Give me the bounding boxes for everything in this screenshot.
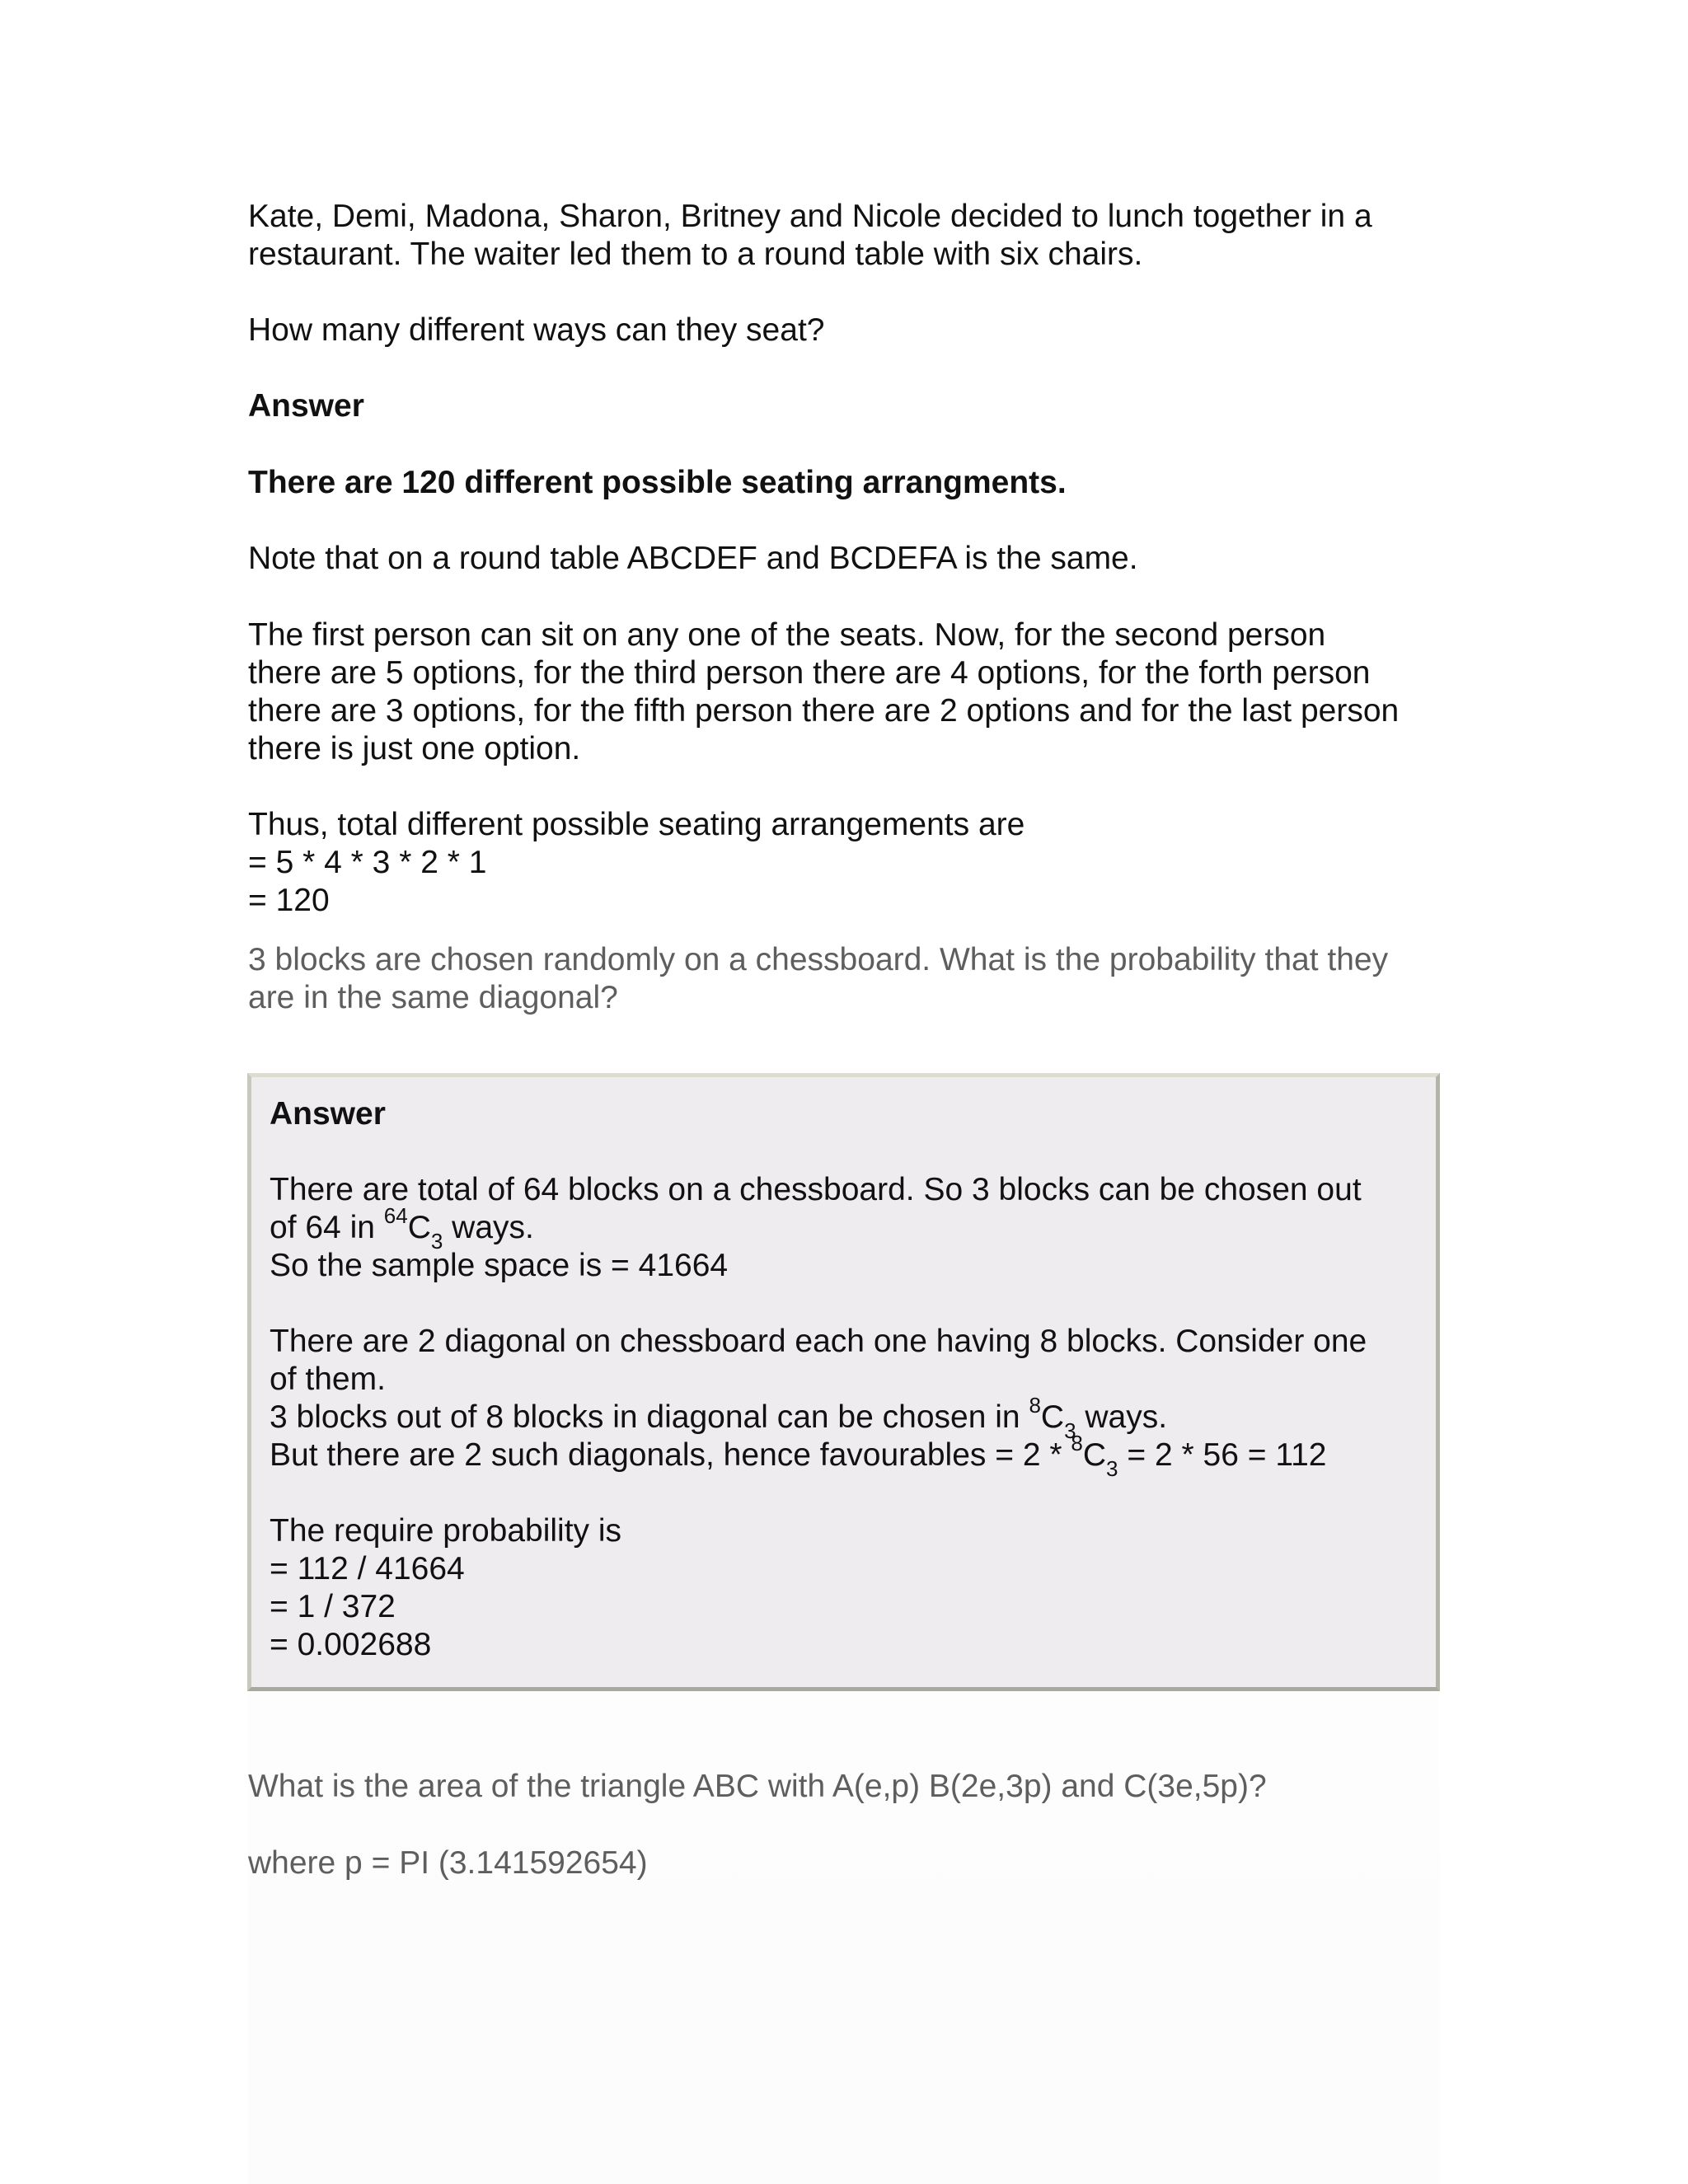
problem1-total [248, 806, 1451, 920]
explanation-line: The first person can sit on any one of the seats. Now, for the second person [248, 617, 1326, 653]
explanation-line: there are 5 options, for the third person there are 4 options, for the forth person [248, 655, 1371, 691]
explanation-line: there is just one option. [248, 731, 581, 766]
superscript: 8 [1071, 1431, 1083, 1455]
problem1-question [248, 198, 1451, 274]
explanation-line: there are 3 options, for the fifth person there are 2 options and for the last person [248, 693, 1400, 729]
subscript: 3 [430, 1228, 443, 1254]
problem1-question-line: restaurant. The waiter led them to a round table with six chairs. [248, 237, 1143, 272]
answer-heading: Answer [248, 388, 364, 424]
problem1-note [248, 540, 1451, 578]
problem3-constant [248, 1844, 1451, 1882]
problem2-answer-box [247, 1073, 1440, 1691]
problem1-answer-heading [248, 387, 1451, 425]
problem2-question-line: are in the same diagonal? [248, 980, 618, 1015]
answer-heading: Answer [270, 1096, 386, 1132]
problem1-explanation [248, 616, 1451, 768]
answer-line-combination: 3 blocks out of 8 blocks in diagonal can be chosen in $^8C_3$ ways. [270, 1393, 1168, 1443]
superscript: 64 [383, 1203, 408, 1228]
problem1-answer-summary [248, 464, 1451, 502]
answer-line-combination: But there are 2 such diagonals, hence favourables = $2 * ^8C_3 = 2 * 56 = 112$ [270, 1431, 1327, 1481]
subscript: 3 [1106, 1455, 1118, 1481]
answer-line: = 1 / 372 [270, 1589, 396, 1624]
problem1-question-line: Kate, Demi, Madona, Sharon, Britney and Nicole decided to lunch together in a [248, 199, 1372, 234]
answer-line: So the sample space is = 41664 [270, 1248, 729, 1283]
problem2-question-line: 3 blocks are chosen randomly on a chessboard. What is the probability that they [248, 942, 1389, 977]
answer-line: = 112 / 41664 [270, 1551, 465, 1586]
answer-line: There are total of 64 blocks on a chessboard. So 3 blocks can be chosen out [270, 1172, 1362, 1207]
problem3-question-line: What is the area of the triangle ABC with A(e,p) B(2e,3p) and C(3e,5p)? [248, 1769, 1267, 1804]
answer-summary: There are 120 different possible seating arrangments. [248, 465, 1067, 500]
total-line: = 5 * 4 * 3 * 2 * 1 [248, 845, 487, 880]
problem2-question [248, 941, 1451, 1017]
problem3-constant-line: where p = PI (3.141592654) [248, 1845, 648, 1881]
total-line: Thus, total different possible seating arrangements are [248, 807, 1025, 842]
superscript: 8 [1029, 1393, 1041, 1418]
problem2-answer-content [270, 1095, 1423, 1664]
note-line: Note that on a round table ABCDEF and BCDEFA is the same. [248, 541, 1138, 576]
problem1-prompt-line: How many different ways can they seat? [248, 312, 825, 348]
total-line: = 120 [248, 883, 330, 918]
answer-line: The require probability is [270, 1513, 622, 1549]
answer-line: of them. [270, 1361, 386, 1397]
answer-line: = 0.002688 [270, 1627, 432, 1662]
subscript: 3 [1064, 1418, 1076, 1443]
answer-line: There are 2 diagonal on chessboard each one having 8 blocks. Consider one [270, 1324, 1367, 1359]
answer-line-combination: of 64 in $^{64}C_3$ ways. [270, 1203, 534, 1254]
problem3-question [248, 1768, 1451, 1806]
problem1-prompt [248, 312, 1451, 349]
